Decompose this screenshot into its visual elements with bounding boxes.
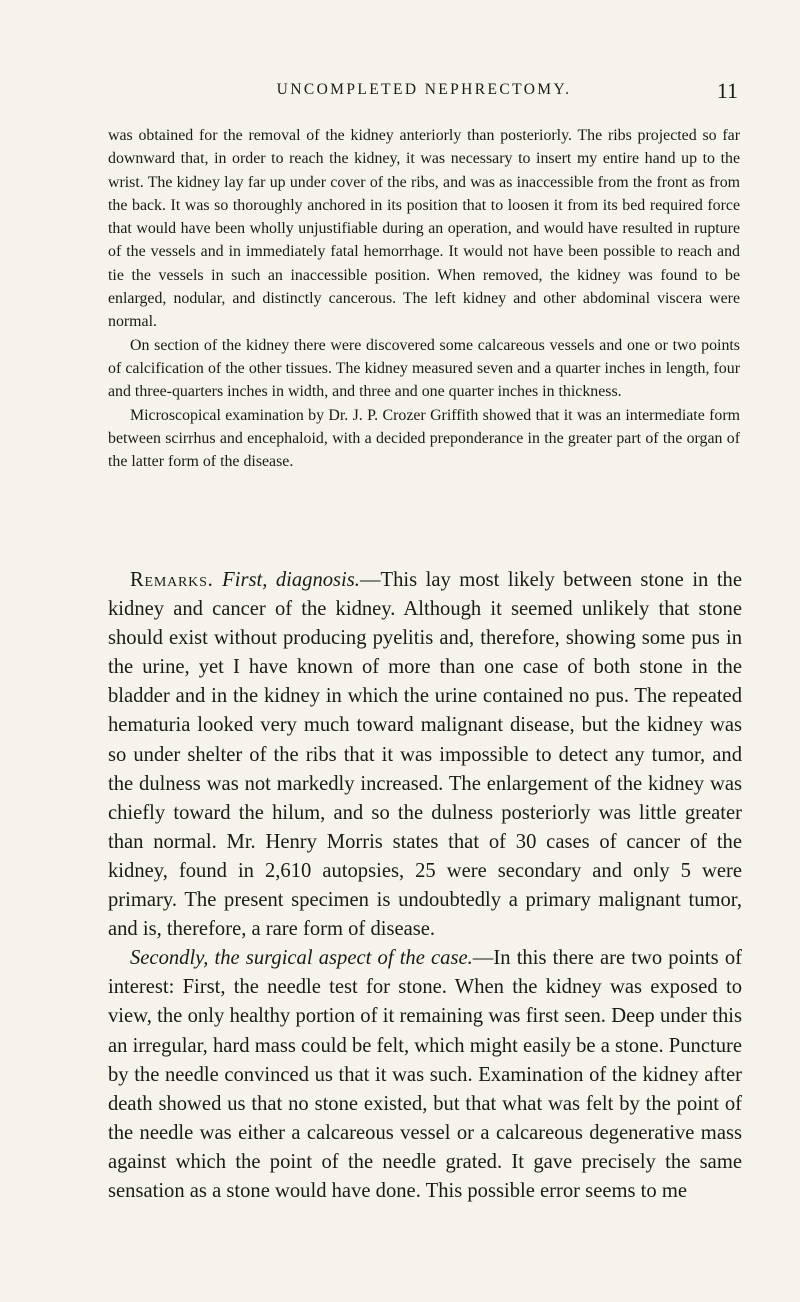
case-report-text — [108, 124, 740, 473]
remarks-heading: Remarks. — [130, 569, 214, 591]
first-diagnosis-text: —This lay most likely between stone in the kidney and cancer of the kidney. Although it seemed unlikely that stone should exist without producing pyelitis and, therefore, showing some pus in the urine, yet I have known of more than one case of both stone in the bladder and in the kidney in which the urine contained no pus. The repeated hematuria looked very much toward malignant disease, but the kidney was so under shelter of the ribs that it was impossible to detect any tumor, and the dulness was not markedly increased. The enlargement of the kidney was chiefly toward the hilum, and so the dulness posteriorly was little greater than normal. Mr. Henry Morris states that of 30 cases of cancer of the kidney, found in 2,610 autopsies, 25 were secondary and only 5 were primary. The present specimen is undoubtedly a primary malignant tumor, and is, therefore, a rare form of disease. — [108, 569, 742, 941]
paragraph-first-diagnosis — [108, 566, 742, 944]
running-header — [108, 78, 740, 104]
remarks-text — [108, 566, 742, 1206]
paragraph-operation: was obtained for the removal of the kidney anteriorly than posteriorly. The ribs projected so far downward that, in order to reach the kidney, it was necessary to insert my entire hand up to the wrist. The kidney lay far up under cover of the ribs, and was as inaccessible from the front as from the back. It was so thoroughly anchored in its position that to loosen it from its bed required force that would have been wholly unjustifiable during an operation, and would have resulted in rupture of the vessels and in immediately fatal hemorrhage. It would not have been possible to reach and tie the vessels in such an inaccessible position. When removed, the kidney was found to be enlarged, nodular, and distinctly cancerous. The left kidney and other abdominal viscera were normal. — [108, 127, 740, 331]
running-title: UNCOMPLETED NEPHRECTOMY. — [276, 81, 572, 98]
page-number: 11 — [716, 78, 738, 103]
paragraph-microscopy: Microscopical examination by Dr. J. P. Crozer Griffith showed that it was an intermediate form between scirrhus and encephaloid, with a decided preponderance in the greater part of the organ of the latter form of the disease. — [108, 406, 740, 471]
paragraph-section: On section of the kidney there were discovered some calcareous vessels and one or two points of calcification of the other tissues. The kidney measured seven and a quarter inches in length, four and three-quarters inches in width, and three and one quarter inches in thickness. — [108, 336, 740, 401]
first-diagnosis-label: First, diagnosis. — [222, 569, 360, 591]
second-surgical-label: Secondly, the surgical aspect of the case. — [130, 947, 473, 970]
paragraph-second-surgical — [108, 944, 742, 1206]
second-surgical-text: —In this there are two points of interest: First, the needle test for stone. When the kidney was exposed to view, the only healthy portion of it remaining was first seen. Deep under this an irregular, hard mass could be felt, which might easily be a stone. Puncture by the needle convinced us that it was such. Examination of the kidney after death showed us that no stone existed, but that what was felt by the point of the needle was either a calcareous vessel or a calcareous degenerative mass against which the point of the needle grated. It gave precisely the same sensation as a stone would have done. This possible error seems to me — [108, 947, 742, 1202]
